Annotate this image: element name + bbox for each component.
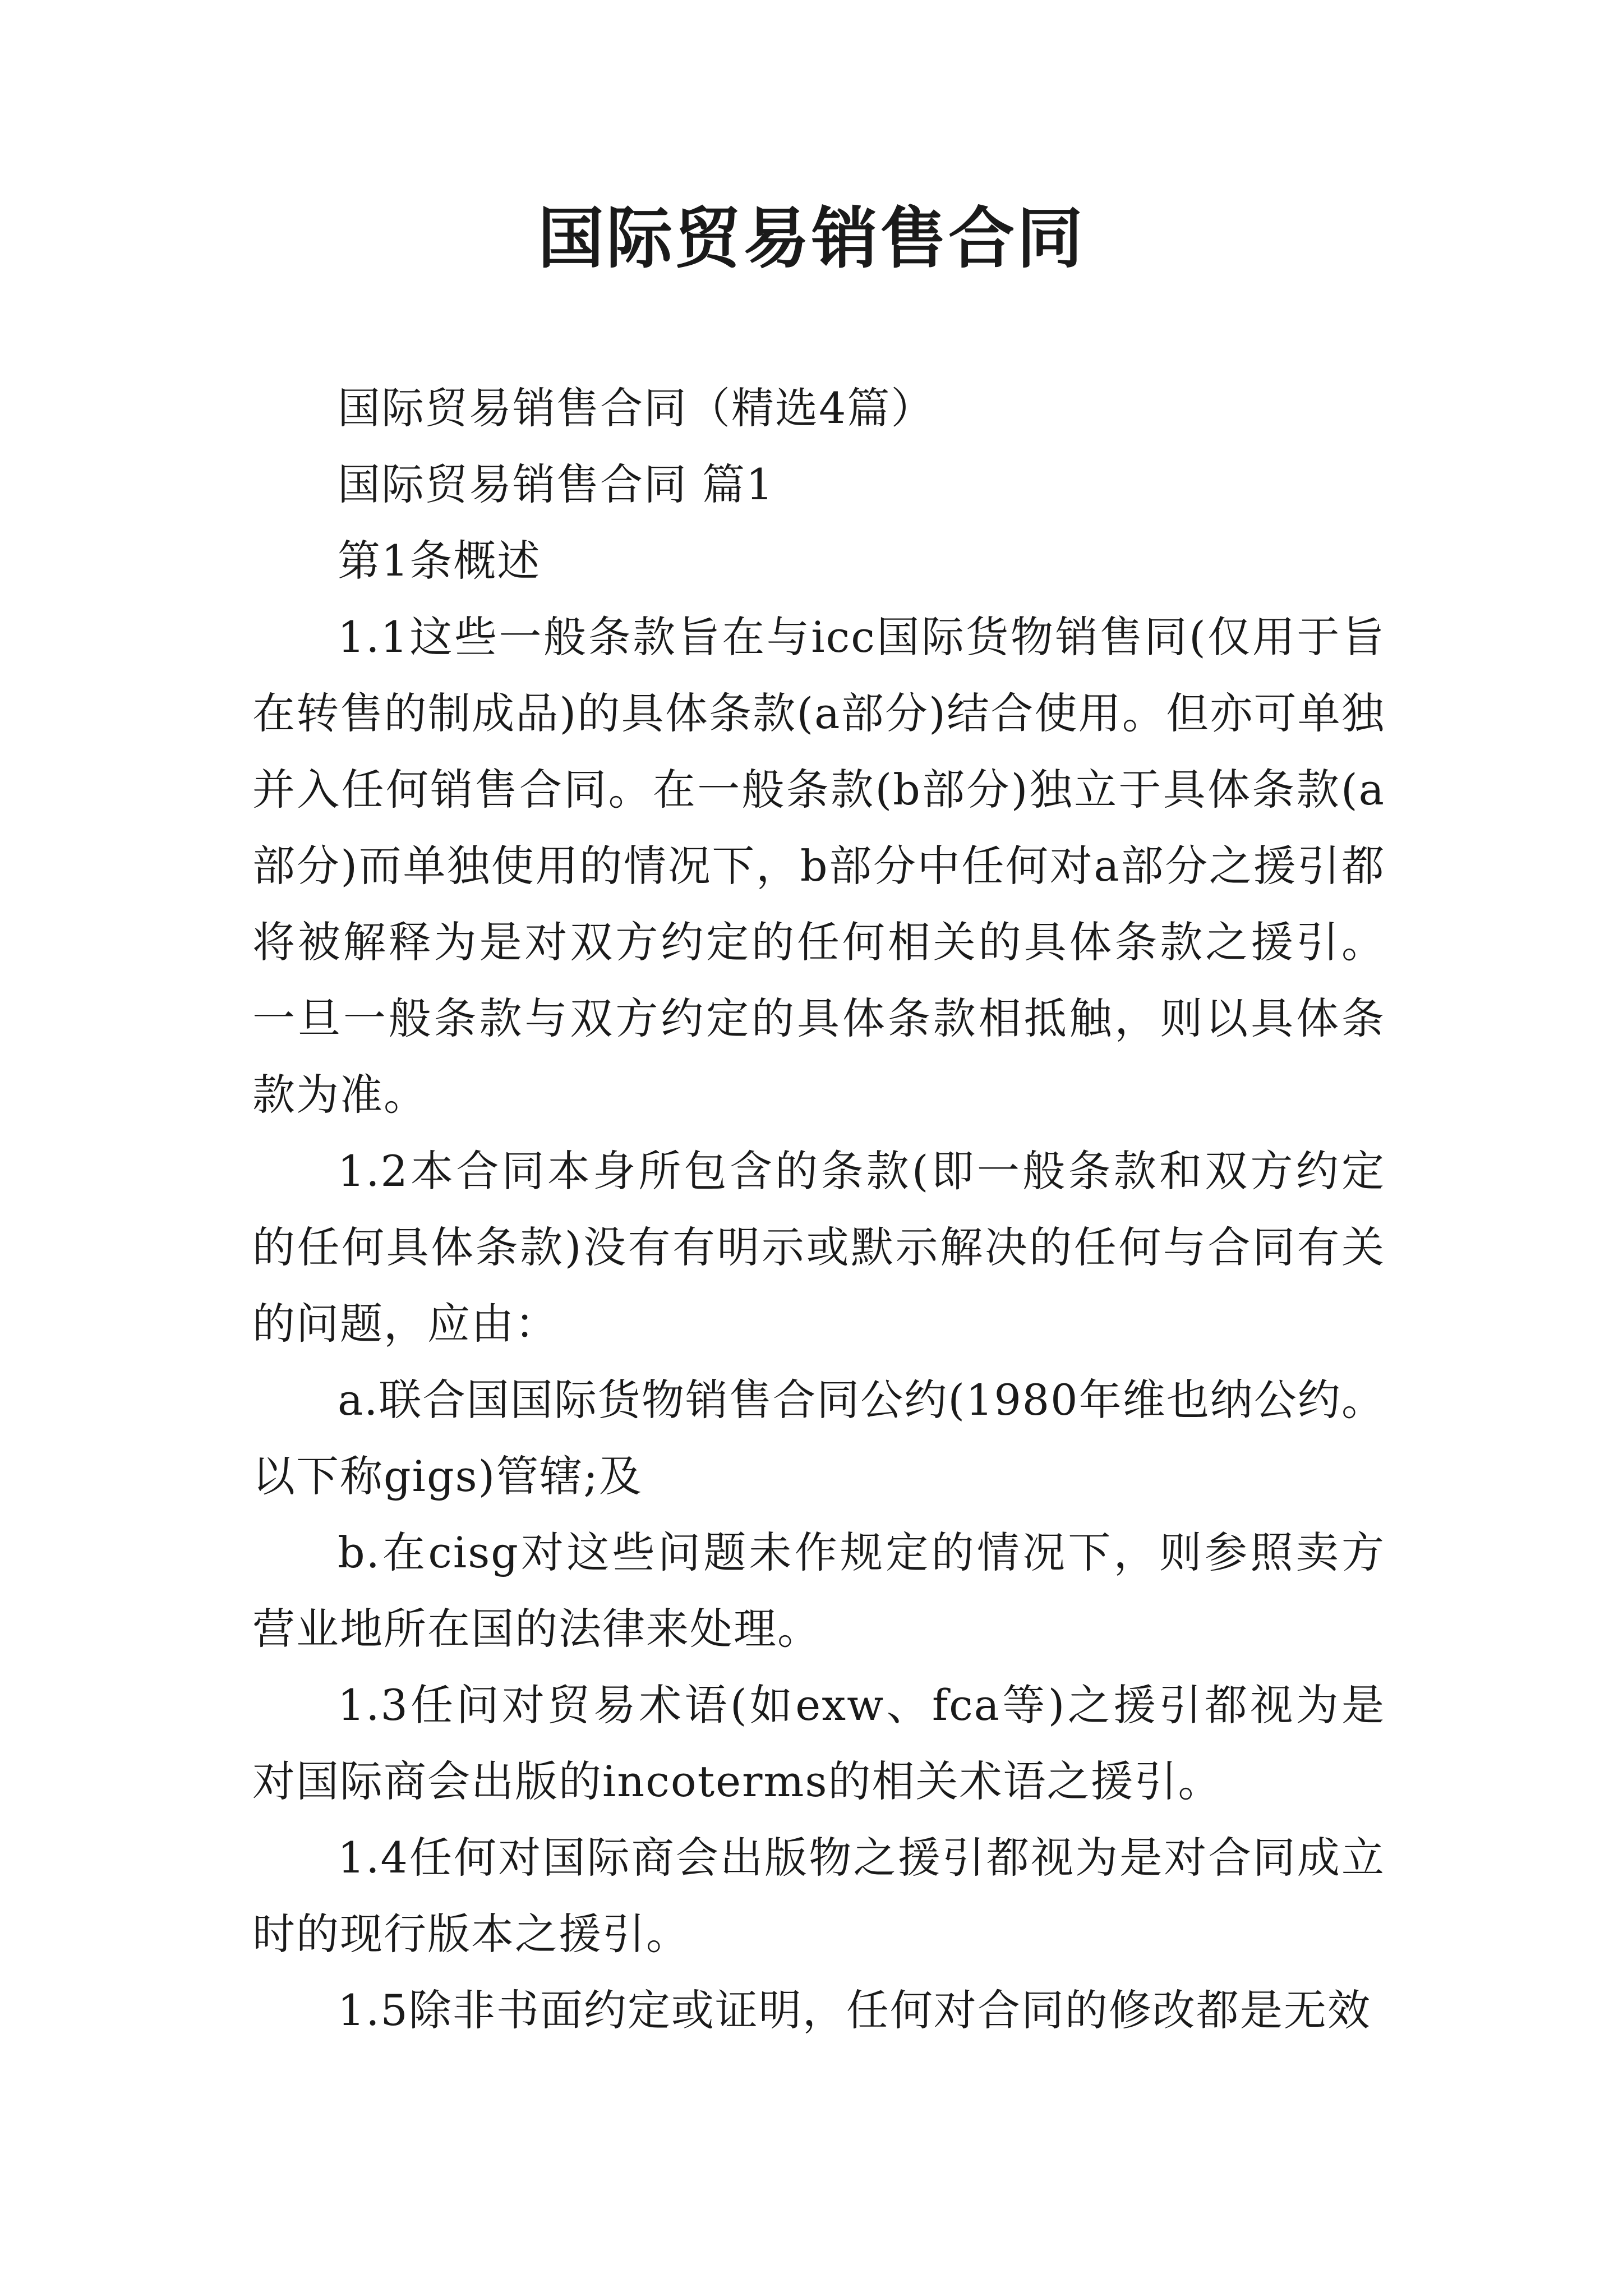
document-title: 国际贸易销售合同	[537, 200, 1085, 277]
paragraph-1-3: 1.3任问对贸易术语(如exw、fca等)之援引都视为是对国际商会出版的incoterms的相关术语之援引。	[252, 1680, 1385, 1806]
paragraph-1-2-a: a.联合国国际货物销售合同公约(1980年维也纳公约。以下称gigs)管辖;及	[252, 1375, 1385, 1501]
document-body	[252, 370, 1385, 2049]
article-heading: 第1条概述	[338, 536, 541, 586]
paragraph-1-1: 1.1这些一般条款旨在与icc国际货物销售同(仅用于旨在转售的制成品)的具体条款(a部分)结合使用。但亦可单独并入任何销售合同。在一般条款(b部分)独立于具体条款(a部分)而单独使用的情况下，b部分中任何对a部分之援引都将被解释为是对双方约定的任何相关的具体条款之援引。一旦一般条款与双方约定的具体条款相抵触，则以具体条款为准。	[252, 612, 1385, 1120]
paragraph-1-5: 1.5除非书面约定或证明，任何对合同的修改都是无效	[338, 1985, 1371, 2035]
section-heading: 国际贸易销售合同 篇1	[338, 459, 774, 509]
paragraph-1-4: 1.4任何对国际商会出版物之援引都视为是对合同成立时的现行版本之援引。	[252, 1833, 1385, 1959]
document-subtitle: 国际贸易销售合同（精选4篇）	[338, 383, 935, 433]
paragraph-1-2: 1.2本合同本身所包含的条款(即一般条款和双方约定的任何具体条款)没有有明示或默示解决的任何与合同有关的问题，应由：	[252, 1146, 1385, 1349]
paragraph-1-2-b: b.在cisg对这些问题未作规定的情况下，则参照卖方营业地所在国的法律来处理。	[252, 1527, 1385, 1654]
